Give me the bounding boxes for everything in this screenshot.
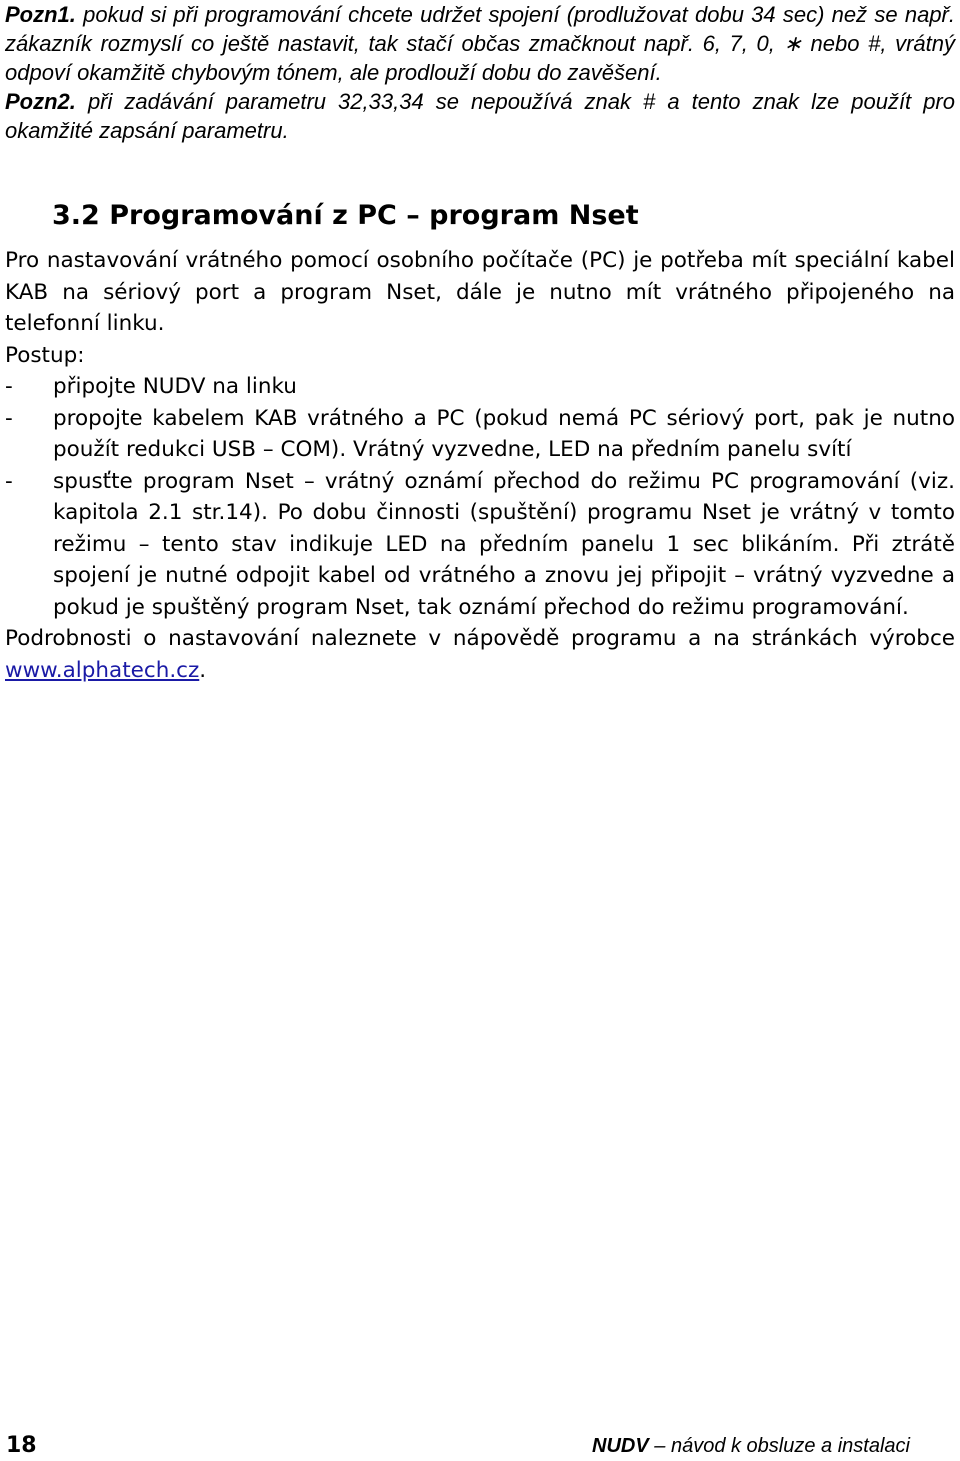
footer-title-text: – návod k obsluze a instalaci (648, 1435, 910, 1457)
section-heading: 3.2 Programování z PC – program Nset (52, 200, 639, 231)
details-text: Podrobnosti o nastavování naleznete v nápovědě programu a na stránkách výrobce (5, 626, 955, 651)
step-item (5, 371, 955, 403)
alphatech-link[interactable]: www.alphatech.cz (5, 657, 200, 683)
step-item (5, 466, 955, 624)
details-paragraph (5, 623, 955, 686)
notes-block (5, 0, 955, 145)
step-marker: - (5, 374, 13, 399)
note-2-text: při zadávání parametru 32,33,34 se nepoužívá znak # a tento znak lze použít pro okamžité zapsání parametru. (5, 89, 955, 143)
details-end: . (199, 657, 207, 683)
note-1 (5, 0, 955, 87)
note-2-label: Pozn2. (5, 89, 76, 114)
note-1-label: Pozn1. (5, 2, 76, 27)
footer-title (592, 1435, 910, 1458)
step-item (5, 403, 955, 466)
intro-paragraph: Pro nastavování vrátného pomocí osobního počítače (PC) je potřeba mít speciální kabel KAB na sériový port a program Nset, dále je nutno mít vrátného připojeného na telefonní linku. (5, 248, 955, 336)
footer-brand: NUDV (592, 1435, 649, 1457)
note-2 (5, 87, 955, 145)
page-number: 18 (6, 1433, 37, 1458)
step-marker: - (5, 468, 13, 494)
step-text: propojte kabelem KAB vrátného a PC (pokud nemá PC sériový port, pak je nutno použít redukci USB – COM). Vrátný vyzvedne, LED na předním panelu svítí (53, 405, 955, 462)
step-text: spusťte program Nset – vrátný oznámí přechod do režimu PC programování (viz. kapitola 2.1 str.14). Po dobu činnosti (spuštění) programu Nset je vrátný v tomto režimu – tento stav indikuje LED na předním panelu 1 sec blikáním. Při ztrátě spojení je nutné odpojit kabel od vrátného a znovu jej připojit – vrátný vyzvedne a pokud je spuštěný program Nset, tak oznámí přechod do režimu programování. (53, 468, 955, 620)
postup-label: Postup: (5, 342, 85, 368)
note-1-text: pokud si při programování chcete udržet spojení (prodlužovat dobu 34 sec) než se např. zákazník rozmyslí co ještě nastavit, tak stačí občas zmačknout např. 6, 7, 0, ∗ nebo #, vrátný odpoví okamžitě chybovým tónem, ale prodlouží dobu do zavěšení. (5, 2, 955, 85)
section-body (5, 245, 955, 686)
step-text: připojte NUDV na linku (53, 374, 297, 399)
step-marker: - (5, 405, 13, 431)
